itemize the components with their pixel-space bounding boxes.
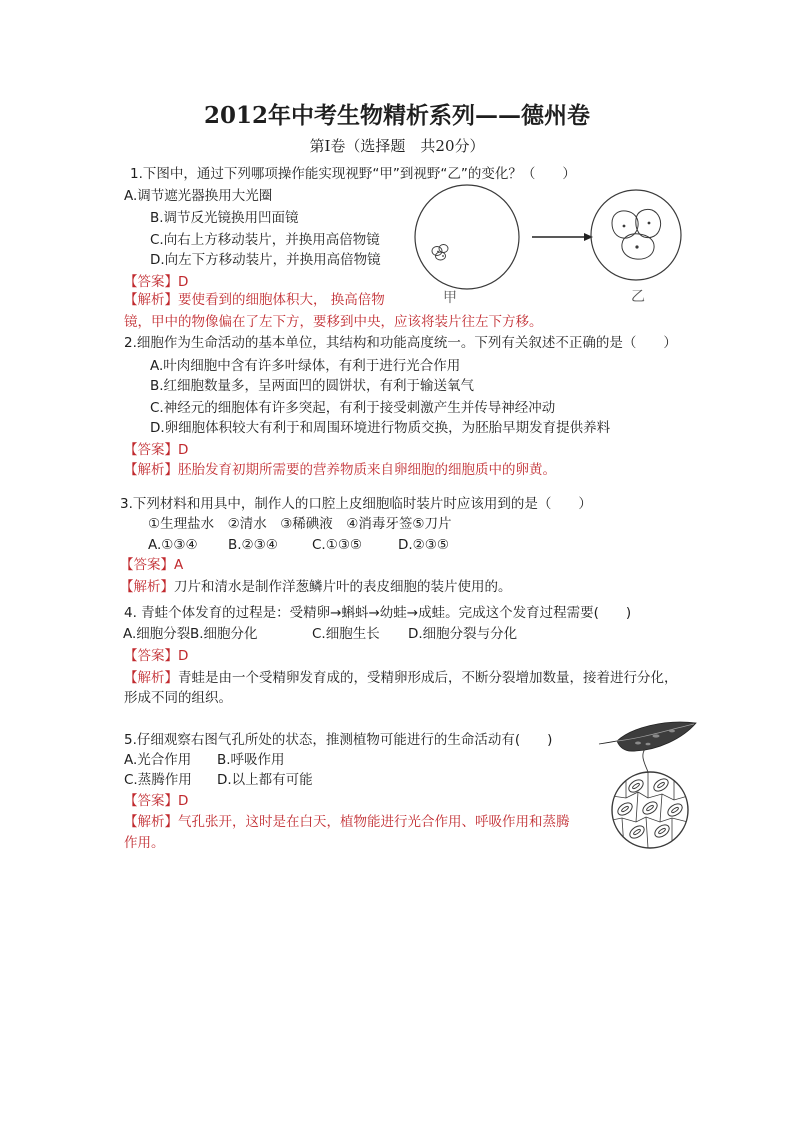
options-row [124,750,285,770]
option-c: C.神经元的细胞体有许多突起，有利于接受刺激产生并传导神经冲动 [150,400,556,416]
question-stem: 4. 青蛙个体发育的过程是：受精卵→蝌蚪→幼蛙→成蛙。完成这个发育过程需要( ) [124,605,632,621]
option-d: D.向左下方移动装片，并换用高倍物镜 [150,252,381,268]
analysis-text: 胚胎发育初期所需要的营养物质来自卵细胞的细胞质中的卵黄。 [178,462,556,478]
leaf-spot [653,734,660,737]
option-b: B.呼吸作用 [217,752,285,768]
analysis-line [124,290,385,310]
analysis-tag: 【解析】 [124,814,178,830]
leaf-blade [599,722,696,751]
cell-wall [622,772,674,848]
answer-line [124,272,188,292]
analysis-line [124,460,556,480]
material-list: ①生理盐水 ②清水 ③稀碘液 ④消毒牙签⑤刀片 [148,516,452,532]
option-d: D.卵细胞体积较大有利于和周围环境进行物质交换，为胚胎早期发育提供养料 [150,420,611,436]
option-b: B.②③④ [228,537,278,553]
microscope-field-figure [405,182,695,310]
stoma [627,777,646,794]
cell-wall [612,792,688,800]
stoma-pore [658,827,666,834]
question-stem: 2.细胞作为生命活动的基本单位，其结构和功能高度统一。下列有关叙述不正确的是（ ） [124,335,677,351]
figure-label-jia: 甲 [443,290,457,306]
analysis-line [124,668,678,688]
guard-cells [628,823,647,840]
analysis-text-continued: 形成不同的组织。 [124,690,232,706]
option-c: C.①③⑤ [312,537,363,553]
guard-cells [627,777,646,794]
stomata-figure [598,716,698,850]
analysis-tag: 【解析】 [120,579,174,595]
answer-value: D [178,442,189,458]
option-a: A.细胞分裂 [123,626,191,642]
options-row [148,535,449,555]
answer-tag: 【答案】 [120,557,174,573]
guard-cells [653,822,672,839]
option-a: A.①③④ [148,537,198,553]
analysis-tag: 【解析】 [124,462,178,478]
stoma-pore [633,828,641,835]
options-row [123,624,517,644]
stoma [666,801,685,818]
small-cell-nucleus [437,251,439,253]
guard-cells [641,799,660,816]
arrow-icon [532,233,593,241]
option-a: A.叶肉细胞中含有许多叶绿体，有利于进行光合作用 [150,358,461,374]
page-title: 2012年中考生物精析系列——德州卷 [203,102,590,129]
stoma-pore [632,782,640,789]
leaf-spot [646,743,651,746]
leaf-illustration [599,722,696,751]
field-of-view-yi [591,190,681,280]
small-cell-nucleus [442,255,444,257]
guard-cells [616,800,635,817]
answer-line [120,555,183,575]
answer-tag: 【答案】 [124,442,178,458]
answer-line [124,440,188,460]
stoma [653,822,672,839]
option-a: A.调节遮光器换用大光圈 [124,188,273,204]
leaf-spot [635,742,641,745]
option-d: D.②③⑤ [398,537,449,553]
option-a: A.光合作用 [124,752,192,768]
option-b: B.细胞分化 [190,626,258,642]
small-cell [439,245,448,253]
analysis-text-continued: 镜，甲中的物像偏在了左下方，要移到中央，应该将装片往左下方移。 [124,314,543,330]
stoma [652,776,671,793]
option-c: C.蒸腾作用 [124,772,192,788]
options-row [124,770,313,790]
guard-cells [666,801,685,818]
large-cell-cluster [612,209,661,259]
nucleus [635,245,638,248]
option-c: C.细胞生长 [312,626,380,642]
analysis-tag: 【解析】 [124,292,178,308]
analysis-text: 青蛙是由一个受精卵发育成的，受精卵形成后，不断分裂增加数量，接着进行分化， [178,670,678,686]
stoma [628,823,647,840]
option-b: B.调节反光镜换用凹面镜 [150,210,299,226]
question-stem: 5.仔细观察右图气孔所处的状态，推测植物可能进行的生命活动有( ) [124,732,553,748]
small-cell [436,252,446,260]
analysis-line [124,812,570,832]
analysis-tag: 【解析】 [124,670,178,686]
small-cell [432,247,442,256]
option-d: D.以上都有可能 [217,772,313,788]
option-b: B.红细胞数量多，呈两面凹的圆饼状，有利于输送氧气 [150,378,475,394]
answer-line [124,791,188,811]
analysis-text: 要使看到的细胞体积大， 换高倍物 [178,292,385,308]
field-of-view-jia [415,185,519,289]
section-heading: 第Ⅰ卷（选择题 共20分） [309,137,485,155]
answer-value: D [178,648,189,664]
answer-tag: 【答案】 [124,793,178,809]
nucleus [648,222,651,225]
analysis-text: 气孔张开，这时是在白天，植物能进行光合作用、呼吸作用和蒸腾 [178,814,570,830]
question-stem: 1.下图中，通过下列哪项操作能实现视野“甲”到视野“乙”的变化？（ ） [130,166,576,182]
figure-label-yi: 乙 [631,289,645,305]
nucleus [623,225,626,228]
answer-value: A [174,557,184,573]
option-d: D.细胞分裂与分化 [408,626,518,642]
stoma-pore [671,806,679,813]
stoma-pore [621,805,629,812]
answer-value: D [178,274,189,290]
answer-tag: 【答案】 [124,648,178,664]
option-c: C.向右上方移动装片，并换用高倍物镜 [150,232,380,248]
stoma [616,800,635,817]
cell-wall [612,817,688,822]
magnify-pointer [643,749,648,772]
answer-line [124,646,188,666]
analysis-line [120,577,512,597]
stoma-pore [646,804,654,811]
question-stem: 3.下列材料和用具中，制作人的口腔上皮细胞临时装片时应该用到的是（ ） [120,496,592,512]
answer-tag: 【答案】 [124,274,178,290]
leaf-spot [669,730,675,733]
small-cell-cluster [432,245,448,261]
analysis-text-continued: 作用。 [124,835,165,851]
stoma-pore [657,781,665,788]
stoma [641,799,660,816]
answer-value: D [178,793,189,809]
analysis-text: 刀片和清水是制作洋葱鳞片叶的表皮细胞的装片使用的。 [174,579,512,595]
